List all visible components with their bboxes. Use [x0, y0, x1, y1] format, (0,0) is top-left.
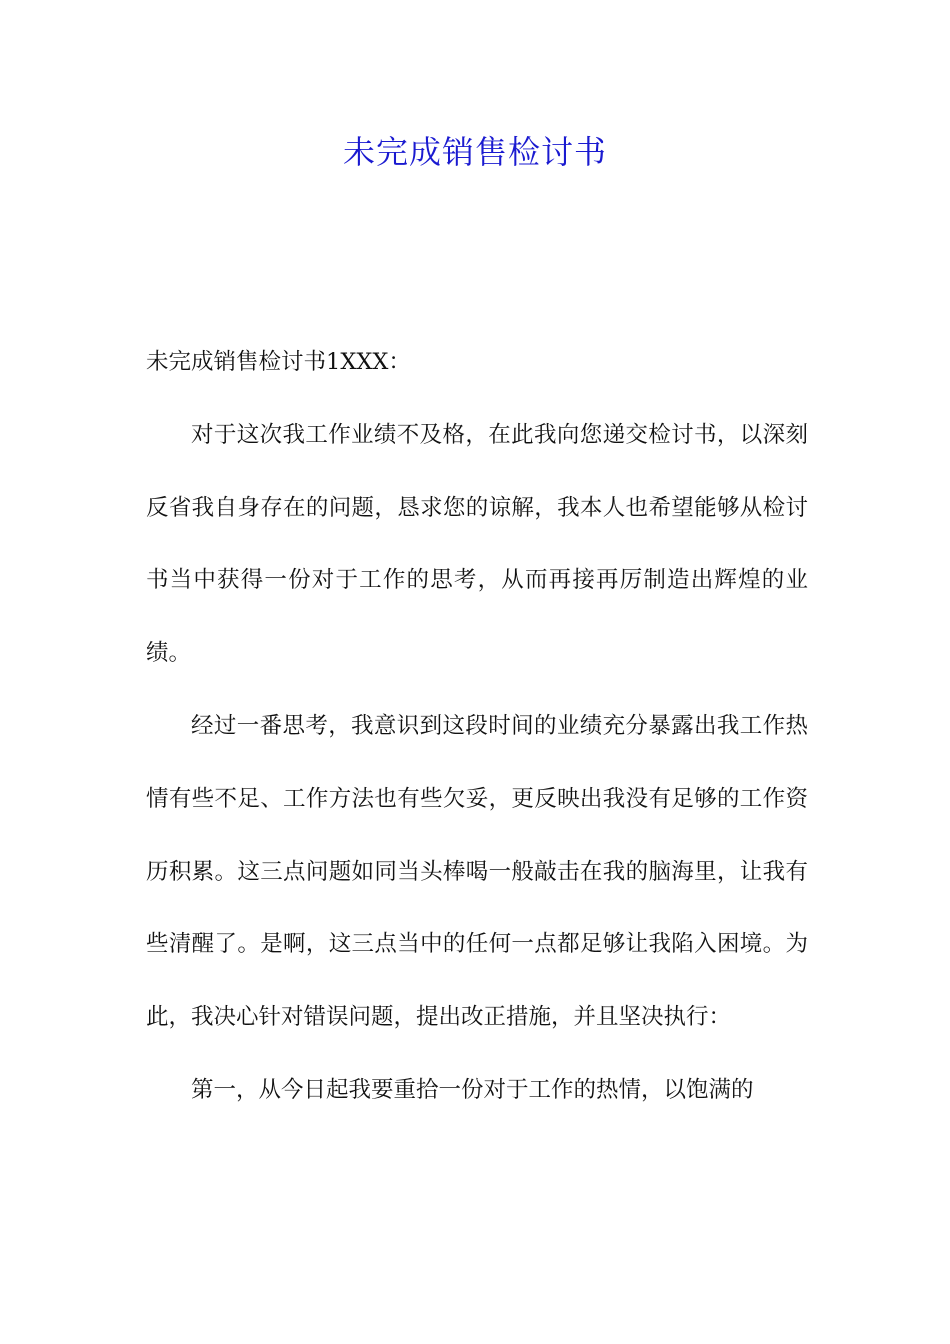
paragraph-1: 对于这次我工作业绩不及格，在此我向您递交检讨书，以深刻反省我自身存在的问题，恳求您的谅解，我本人也希望能够从检讨书当中获得一份对于工作的思考，从而再接再厉制造出辉煌的业绩。	[146, 421, 808, 667]
paragraph-2: 经过一番思考，我意识到这段时间的业绩充分暴露出我工作热情有些不足、工作方法也有些欠妥，更反映出我没有足够的工作资历积累。这三点问题如同当头棒喝一般敲击在我的脑海里，让我有些清醒了。是啊，这三点当中的任何一点都足够让我陷入困境。为此，我决心针对错误问题，提出改正措施，并且坚决执行：	[146, 712, 808, 1031]
document-body	[146, 326, 808, 1127]
document-title: 未完成销售检讨书	[342, 133, 607, 171]
salutation-line: 未完成销售检讨书1XXX：	[146, 349, 411, 375]
paragraph-3: 第一，从今日起我要重拾一份对于工作的热情，以饱满的	[191, 1076, 754, 1103]
